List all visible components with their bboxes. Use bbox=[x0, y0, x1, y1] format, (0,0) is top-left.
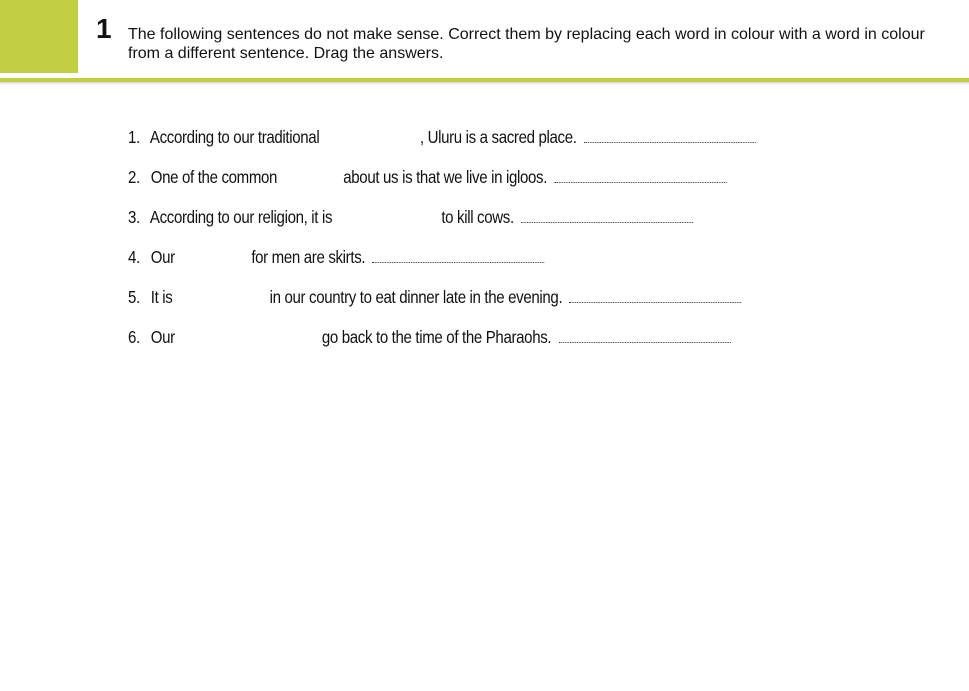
sentence-after: , Uluru is a sacred place. bbox=[419, 127, 577, 147]
accent-block bbox=[0, 0, 78, 73]
sentence-before: It is bbox=[150, 287, 173, 307]
sentence-number: 5. bbox=[128, 287, 140, 307]
sentence-after: go back to the time of the Pharaohs. bbox=[321, 327, 552, 347]
header-divider-shadow bbox=[0, 82, 969, 85]
sentence-after: for men are skirts. bbox=[251, 247, 366, 267]
sentence-number: 1. bbox=[128, 127, 140, 147]
sentence-number: 6. bbox=[128, 327, 140, 347]
answer-drop-line[interactable] bbox=[570, 288, 742, 303]
sentence-after: to kill cows. bbox=[441, 207, 514, 227]
sentence-3 bbox=[128, 204, 756, 244]
answer-drop-line[interactable] bbox=[521, 208, 693, 223]
sentence-5 bbox=[128, 284, 756, 324]
sentence-number: 2. bbox=[128, 167, 140, 187]
sentence-before: Our bbox=[150, 247, 175, 267]
answer-drop-line[interactable] bbox=[554, 168, 726, 183]
sentence-before: Our bbox=[150, 327, 175, 347]
sentence-before: One of the common bbox=[150, 167, 278, 187]
answer-drop-line[interactable] bbox=[372, 248, 544, 263]
exercise-header bbox=[0, 0, 969, 86]
answer-drop-line[interactable] bbox=[559, 328, 731, 343]
exercise-instruction: The following sentences do not make sense. Correct them by replacing each word in colour with a word in colour from a different sentence. Drag the answers. bbox=[128, 26, 925, 62]
sentence-after: in our country to eat dinner late in the evening. bbox=[269, 287, 563, 307]
sentence-before: According to our religion, it is bbox=[149, 207, 333, 227]
word-drop-target[interactable] bbox=[336, 207, 437, 229]
sentence-list bbox=[128, 124, 858, 364]
sentence-4 bbox=[128, 244, 756, 284]
answer-drop-line[interactable] bbox=[584, 128, 756, 143]
word-drop-target[interactable] bbox=[323, 127, 416, 149]
word-drop-target[interactable] bbox=[179, 327, 318, 349]
sentence-2 bbox=[128, 164, 756, 204]
word-drop-target[interactable] bbox=[179, 247, 248, 269]
sentence-6 bbox=[128, 324, 756, 364]
sentence-after: about us is that we live in igloos. bbox=[343, 167, 548, 187]
sentence-1 bbox=[128, 124, 756, 164]
word-drop-target[interactable] bbox=[176, 287, 265, 309]
sentence-before: According to our traditional bbox=[149, 127, 320, 147]
exercise-number: 1 bbox=[96, 13, 112, 44]
word-drop-target[interactable] bbox=[281, 167, 339, 189]
sentence-number: 3. bbox=[128, 207, 140, 227]
sentence-number: 4. bbox=[128, 247, 140, 267]
